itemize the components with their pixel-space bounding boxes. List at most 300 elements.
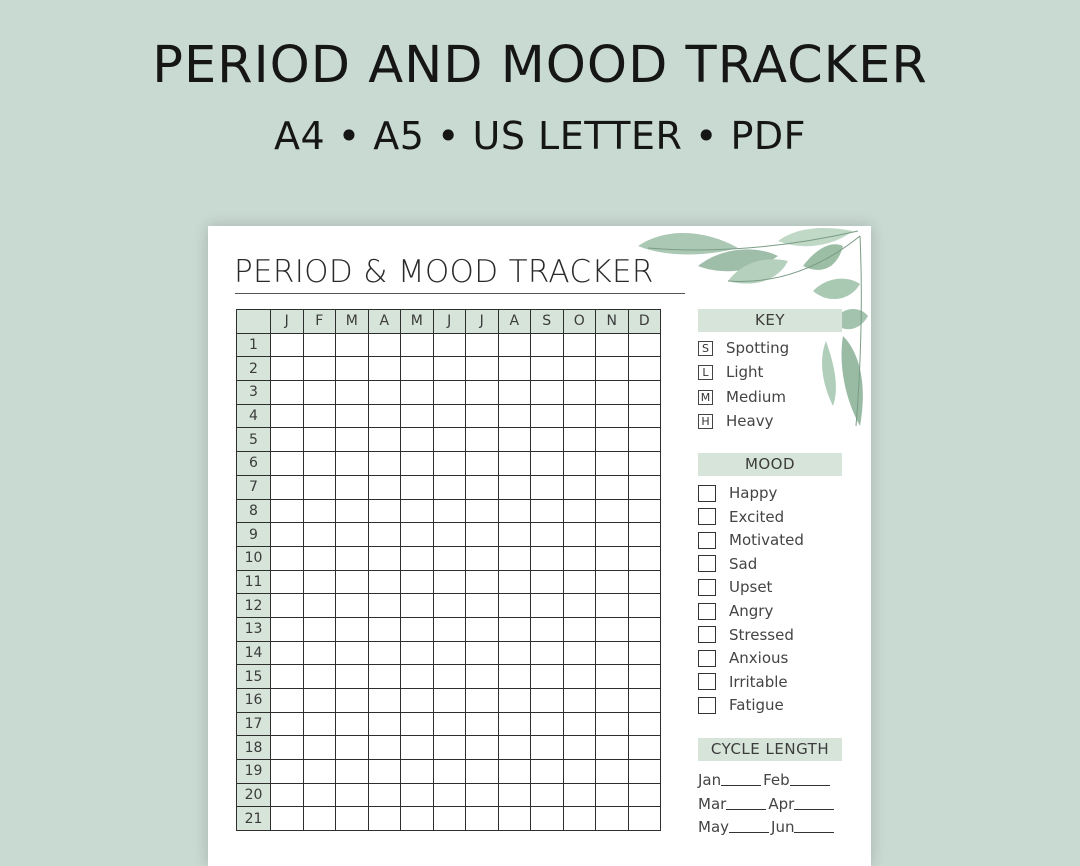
- tracker-cell[interactable]: [498, 546, 531, 570]
- tracker-cell[interactable]: [271, 475, 304, 499]
- tracker-cell[interactable]: [498, 475, 531, 499]
- tracker-cell[interactable]: [401, 546, 434, 570]
- tracker-cell[interactable]: [336, 523, 369, 547]
- tracker-cell[interactable]: [596, 357, 629, 381]
- day-row: [237, 428, 661, 452]
- tracker-cell[interactable]: [563, 712, 596, 736]
- tracker-cell[interactable]: [531, 499, 564, 523]
- tracker-cell[interactable]: [271, 760, 304, 784]
- tracker-cell[interactable]: [596, 760, 629, 784]
- tracker-cell[interactable]: [563, 665, 596, 689]
- tracker-cell[interactable]: [368, 333, 401, 357]
- tracker-cell[interactable]: [368, 760, 401, 784]
- tracker-cell[interactable]: [498, 404, 531, 428]
- tracker-cell[interactable]: [336, 641, 369, 665]
- tracker-cell[interactable]: [531, 404, 564, 428]
- tracker-cell[interactable]: [466, 783, 499, 807]
- tracker-cell[interactable]: [303, 689, 336, 713]
- tracker-cell[interactable]: [433, 689, 466, 713]
- tracker-cell[interactable]: [368, 783, 401, 807]
- tracker-cell[interactable]: [401, 783, 434, 807]
- tracker-cell[interactable]: [336, 665, 369, 689]
- tracker-cell[interactable]: [596, 665, 629, 689]
- cycle-write-line[interactable]: [729, 832, 769, 833]
- tracker-cell[interactable]: [596, 736, 629, 760]
- tracker-cell[interactable]: [466, 570, 499, 594]
- tracker-cell[interactable]: [401, 475, 434, 499]
- tracker-cell[interactable]: [303, 736, 336, 760]
- tracker-cell[interactable]: [336, 333, 369, 357]
- tracker-cell[interactable]: [466, 736, 499, 760]
- day-row: [237, 594, 661, 618]
- day-label: 1: [237, 333, 271, 357]
- tracker-cell[interactable]: [563, 452, 596, 476]
- tracker-cell[interactable]: [563, 333, 596, 357]
- tracker-cell[interactable]: [368, 807, 401, 831]
- tracker-cell[interactable]: [336, 807, 369, 831]
- tracker-cell[interactable]: [531, 333, 564, 357]
- tracker-cell[interactable]: [466, 333, 499, 357]
- tracker-cell[interactable]: [531, 783, 564, 807]
- tracker-cell[interactable]: [498, 760, 531, 784]
- tracker-cell[interactable]: [271, 428, 304, 452]
- tracker-cell[interactable]: [336, 712, 369, 736]
- day-row: [237, 475, 661, 499]
- tracker-cell[interactable]: [433, 807, 466, 831]
- day-row: [237, 333, 661, 357]
- tracker-cell[interactable]: [596, 570, 629, 594]
- tracker-cell[interactable]: [531, 546, 564, 570]
- tracker-cell[interactable]: [628, 428, 661, 452]
- day-label: 7: [237, 475, 271, 499]
- tracker-cell[interactable]: [466, 523, 499, 547]
- tracker-cell[interactable]: [401, 689, 434, 713]
- day-label: 21: [237, 807, 271, 831]
- tracker-cell[interactable]: [466, 641, 499, 665]
- tracker-cell[interactable]: [303, 665, 336, 689]
- tracker-cell[interactable]: [271, 404, 304, 428]
- tracker-cell[interactable]: [596, 475, 629, 499]
- tracker-cell[interactable]: [498, 807, 531, 831]
- tracker-cell[interactable]: [466, 404, 499, 428]
- tracker-cell[interactable]: [531, 452, 564, 476]
- tracker-cell[interactable]: [531, 712, 564, 736]
- tracker-cell[interactable]: [466, 499, 499, 523]
- tracker-cell[interactable]: [628, 736, 661, 760]
- mood-label: Angry: [729, 602, 774, 620]
- tracker-cell[interactable]: [303, 523, 336, 547]
- day-row: [237, 712, 661, 736]
- tracker-cell[interactable]: [531, 689, 564, 713]
- tracker-cell[interactable]: [336, 475, 369, 499]
- tracker-cell[interactable]: [596, 689, 629, 713]
- tracker-cell[interactable]: [531, 475, 564, 499]
- tracker-cell[interactable]: [336, 570, 369, 594]
- tracker-cell[interactable]: [433, 523, 466, 547]
- tracker-cell[interactable]: [628, 404, 661, 428]
- tracker-cell[interactable]: [466, 357, 499, 381]
- tracker-cell[interactable]: [303, 404, 336, 428]
- tracker-cell[interactable]: [271, 736, 304, 760]
- tracker-cell[interactable]: [628, 641, 661, 665]
- tracker-cell[interactable]: [401, 594, 434, 618]
- tracker-cell[interactable]: [531, 641, 564, 665]
- tracker-cell[interactable]: [563, 736, 596, 760]
- tracker-cell[interactable]: [498, 357, 531, 381]
- tracker-cell[interactable]: [498, 665, 531, 689]
- tracker-cell[interactable]: [271, 333, 304, 357]
- tracker-cell[interactable]: [433, 499, 466, 523]
- tracker-cell[interactable]: [336, 546, 369, 570]
- tracker-cell[interactable]: [433, 665, 466, 689]
- tracker-cell[interactable]: [401, 760, 434, 784]
- tracker-cell[interactable]: [401, 381, 434, 405]
- tracker-cell[interactable]: [368, 452, 401, 476]
- tracker-cell[interactable]: [336, 617, 369, 641]
- tracker-cell[interactable]: [401, 617, 434, 641]
- tracker-cell[interactable]: [596, 381, 629, 405]
- tracker-cell[interactable]: [563, 357, 596, 381]
- tracker-cell[interactable]: [336, 452, 369, 476]
- tracker-cell[interactable]: [368, 546, 401, 570]
- tracker-cell[interactable]: [401, 665, 434, 689]
- tracker-cell[interactable]: [433, 381, 466, 405]
- mood-checkbox[interactable]: [698, 603, 716, 620]
- day-label: 17: [237, 712, 271, 736]
- tracker-cell[interactable]: [531, 357, 564, 381]
- tracker-cell[interactable]: [498, 381, 531, 405]
- tracker-cell[interactable]: [628, 760, 661, 784]
- day-row: [237, 404, 661, 428]
- tracker-cell[interactable]: [531, 665, 564, 689]
- tracker-cell[interactable]: [498, 499, 531, 523]
- tracker-cell[interactable]: [563, 807, 596, 831]
- tracker-cell[interactable]: [271, 594, 304, 618]
- tracker-cell[interactable]: [466, 617, 499, 641]
- tracker-cell[interactable]: [433, 333, 466, 357]
- tracker-cell[interactable]: [271, 499, 304, 523]
- key-item: [698, 411, 773, 431]
- mood-checkbox[interactable]: [698, 555, 716, 572]
- tracker-cell[interactable]: [498, 736, 531, 760]
- tracker-cell[interactable]: [628, 499, 661, 523]
- tracker-cell[interactable]: [466, 760, 499, 784]
- tracker-cell[interactable]: [336, 594, 369, 618]
- tracker-cell[interactable]: [466, 475, 499, 499]
- tracker-cell[interactable]: [628, 712, 661, 736]
- key-label: Spotting: [726, 339, 790, 357]
- tracker-cell[interactable]: [336, 404, 369, 428]
- tracker-cell[interactable]: [368, 404, 401, 428]
- mood-checkbox[interactable]: [698, 532, 716, 549]
- tracker-cell[interactable]: [563, 617, 596, 641]
- tracker-cell[interactable]: [303, 783, 336, 807]
- cycle-write-line[interactable]: [726, 809, 766, 810]
- tracker-cell[interactable]: [498, 594, 531, 618]
- tracker-cell[interactable]: [563, 475, 596, 499]
- cycle-month-label: May: [698, 818, 730, 836]
- tracker-cell[interactable]: [401, 499, 434, 523]
- tracker-cell[interactable]: [401, 357, 434, 381]
- tracker-cell[interactable]: [271, 452, 304, 476]
- tracker-cell[interactable]: [596, 428, 629, 452]
- cycle-month-label: Feb: [763, 771, 790, 789]
- tracker-cell[interactable]: [563, 499, 596, 523]
- tracker-cell[interactable]: [563, 689, 596, 713]
- tracker-cell[interactable]: [271, 523, 304, 547]
- tracker-cell[interactable]: [563, 404, 596, 428]
- tracker-cell[interactable]: [336, 381, 369, 405]
- tracker-cell[interactable]: [303, 475, 336, 499]
- tracker-cell[interactable]: [368, 712, 401, 736]
- tracker-cell[interactable]: [628, 381, 661, 405]
- tracker-cell[interactable]: [596, 617, 629, 641]
- tracker-cell[interactable]: [531, 594, 564, 618]
- tracker-cell[interactable]: [271, 665, 304, 689]
- tracker-cell[interactable]: [303, 807, 336, 831]
- tracker-cell[interactable]: [628, 783, 661, 807]
- tracker-cell[interactable]: [433, 736, 466, 760]
- cycle-row: [698, 769, 830, 789]
- tracker-cell[interactable]: [563, 546, 596, 570]
- tracker-cell[interactable]: [596, 523, 629, 547]
- mood-label: Upset: [729, 578, 773, 597]
- tracker-cell[interactable]: [466, 381, 499, 405]
- tracker-cell[interactable]: [433, 452, 466, 476]
- tracker-cell[interactable]: [401, 428, 434, 452]
- tracker-cell[interactable]: [466, 689, 499, 713]
- tracker-cell[interactable]: [401, 333, 434, 357]
- tracker-cell[interactable]: [531, 523, 564, 547]
- tracker-cell[interactable]: [628, 570, 661, 594]
- tracker-cell[interactable]: [531, 760, 564, 784]
- tracker-cell[interactable]: [368, 499, 401, 523]
- tracker-cell[interactable]: [433, 546, 466, 570]
- tracker-cell[interactable]: [368, 428, 401, 452]
- tracker-cell[interactable]: [531, 428, 564, 452]
- mood-label: Happy: [729, 484, 778, 502]
- tracker-cell[interactable]: [401, 523, 434, 547]
- tracker-cell[interactable]: [596, 333, 629, 357]
- tracker-cell[interactable]: [531, 807, 564, 831]
- tracker-cell[interactable]: [303, 570, 336, 594]
- tracker-cell[interactable]: [498, 523, 531, 547]
- tracker-cell[interactable]: [563, 760, 596, 784]
- tracker-cell[interactable]: [531, 617, 564, 641]
- day-row: [237, 381, 661, 405]
- tracker-cell[interactable]: [433, 783, 466, 807]
- mood-item: [698, 483, 777, 503]
- tracker-cell[interactable]: [401, 404, 434, 428]
- tracker-cell[interactable]: [368, 594, 401, 618]
- tracker-cell[interactable]: [433, 357, 466, 381]
- tracker-cell[interactable]: [303, 594, 336, 618]
- day-row: [237, 570, 661, 594]
- tracker-cell[interactable]: [628, 333, 661, 357]
- tracker-cell[interactable]: [271, 357, 304, 381]
- tracker-cell[interactable]: [466, 428, 499, 452]
- tracker-cell[interactable]: [563, 523, 596, 547]
- cycle-write-line[interactable]: [721, 785, 761, 786]
- tracker-cell[interactable]: [498, 570, 531, 594]
- tracker-cell[interactable]: [271, 712, 304, 736]
- day-label: 16: [237, 689, 271, 713]
- tracker-cell[interactable]: [303, 381, 336, 405]
- tracker-cell[interactable]: [368, 357, 401, 381]
- tracker-cell[interactable]: [628, 357, 661, 381]
- tracker-cell[interactable]: [466, 594, 499, 618]
- tracker-cell[interactable]: [433, 475, 466, 499]
- tracker-cell[interactable]: [368, 475, 401, 499]
- tracker-cell[interactable]: [563, 428, 596, 452]
- tracker-cell[interactable]: [303, 617, 336, 641]
- tracker-cell[interactable]: [628, 546, 661, 570]
- tracker-cell[interactable]: [628, 523, 661, 547]
- tracker-cell[interactable]: [466, 452, 499, 476]
- tracker-cell[interactable]: [271, 689, 304, 713]
- tracker-cell[interactable]: [433, 641, 466, 665]
- tracker-cell[interactable]: [466, 546, 499, 570]
- tracker-cell[interactable]: [368, 617, 401, 641]
- mood-item: [698, 672, 788, 692]
- tracker-cell[interactable]: [433, 760, 466, 784]
- month-header: M: [401, 310, 434, 334]
- tracker-cell[interactable]: [433, 570, 466, 594]
- tracker-cell[interactable]: [303, 760, 336, 784]
- tracker-cell[interactable]: [303, 333, 336, 357]
- tracker-cell[interactable]: [368, 641, 401, 665]
- tracker-cell[interactable]: [336, 428, 369, 452]
- tracker-cell[interactable]: [628, 617, 661, 641]
- tracker-cell[interactable]: [498, 617, 531, 641]
- tracker-cell[interactable]: [433, 712, 466, 736]
- cycle-write-line[interactable]: [794, 809, 834, 810]
- tracker-cell[interactable]: [368, 736, 401, 760]
- tracker-cell[interactable]: [596, 452, 629, 476]
- tracker-cell[interactable]: [368, 570, 401, 594]
- cycle-write-line[interactable]: [794, 832, 834, 833]
- tracker-cell[interactable]: [336, 736, 369, 760]
- mood-checkbox[interactable]: [698, 650, 716, 667]
- tracker-cell[interactable]: [628, 594, 661, 618]
- mood-checkbox[interactable]: [698, 485, 716, 502]
- tracker-cell[interactable]: [303, 499, 336, 523]
- tracker-cell[interactable]: [303, 357, 336, 381]
- day-label: 9: [237, 523, 271, 547]
- day-label: 2: [237, 357, 271, 381]
- tracker-cell[interactable]: [563, 641, 596, 665]
- tracker-cell[interactable]: [368, 665, 401, 689]
- tracker-cell[interactable]: [498, 712, 531, 736]
- tracker-cell[interactable]: [303, 641, 336, 665]
- mood-item: [698, 695, 784, 715]
- tracker-cell[interactable]: [271, 807, 304, 831]
- tracker-cell[interactable]: [368, 381, 401, 405]
- tracker-cell[interactable]: [628, 689, 661, 713]
- tracker-cell[interactable]: [498, 641, 531, 665]
- tracker-cell[interactable]: [336, 783, 369, 807]
- tracker-cell[interactable]: [498, 783, 531, 807]
- tracker-cell[interactable]: [498, 452, 531, 476]
- tracker-cell[interactable]: [336, 357, 369, 381]
- tracker-cell[interactable]: [596, 712, 629, 736]
- tracker-cell[interactable]: [303, 452, 336, 476]
- tracker-cell[interactable]: [498, 428, 531, 452]
- mood-checkbox[interactable]: [698, 626, 716, 643]
- day-row: [237, 689, 661, 713]
- tracker-cell[interactable]: [336, 499, 369, 523]
- tracker-cell[interactable]: [401, 807, 434, 831]
- tracker-cell[interactable]: [466, 807, 499, 831]
- tracker-cell[interactable]: [368, 689, 401, 713]
- cycle-write-line[interactable]: [790, 785, 830, 786]
- tracker-cell[interactable]: [271, 381, 304, 405]
- tracker-cell[interactable]: [433, 404, 466, 428]
- tracker-cell[interactable]: [628, 452, 661, 476]
- tracker-cell[interactable]: [336, 689, 369, 713]
- tracker-cell[interactable]: [596, 641, 629, 665]
- tracker-cell[interactable]: [596, 594, 629, 618]
- tracker-cell[interactable]: [336, 760, 369, 784]
- tracker-cell[interactable]: [531, 736, 564, 760]
- key-code-box: L: [698, 365, 713, 380]
- tracker-cell[interactable]: [271, 570, 304, 594]
- tracker-cell[interactable]: [563, 381, 596, 405]
- tracker-cell[interactable]: [401, 736, 434, 760]
- tracker-cell[interactable]: [401, 712, 434, 736]
- tracker-cell[interactable]: [303, 712, 336, 736]
- tracker-cell[interactable]: [303, 546, 336, 570]
- tracker-cell[interactable]: [466, 712, 499, 736]
- tracker-cell[interactable]: [596, 807, 629, 831]
- tracker-cell[interactable]: [401, 641, 434, 665]
- tracker-cell[interactable]: [498, 689, 531, 713]
- tracker-cell[interactable]: [628, 475, 661, 499]
- tracker-cell[interactable]: [271, 641, 304, 665]
- key-label: Medium: [726, 388, 786, 406]
- tracker-cell[interactable]: [628, 665, 661, 689]
- tracker-cell[interactable]: [531, 570, 564, 594]
- tracker-cell[interactable]: [401, 452, 434, 476]
- tracker-cell[interactable]: [498, 333, 531, 357]
- mood-checkbox[interactable]: [698, 579, 716, 596]
- mood-checkbox[interactable]: [698, 697, 716, 714]
- tracker-cell[interactable]: [401, 570, 434, 594]
- tracker-cell[interactable]: [563, 594, 596, 618]
- tracker-cell[interactable]: [628, 807, 661, 831]
- tracker-cell[interactable]: [596, 783, 629, 807]
- tracker-cell[interactable]: [596, 546, 629, 570]
- tracker-cell[interactable]: [563, 783, 596, 807]
- tracker-cell[interactable]: [596, 404, 629, 428]
- tracker-cell[interactable]: [531, 381, 564, 405]
- mood-checkbox[interactable]: [698, 508, 716, 525]
- tracker-cell[interactable]: [303, 428, 336, 452]
- tracker-cell[interactable]: [433, 617, 466, 641]
- mood-checkbox[interactable]: [698, 673, 716, 690]
- tracker-cell[interactable]: [433, 594, 466, 618]
- tracker-cell[interactable]: [368, 523, 401, 547]
- mood-label: Motivated: [729, 531, 804, 550]
- tracker-cell[interactable]: [433, 428, 466, 452]
- tracker-cell[interactable]: [596, 499, 629, 523]
- tracker-cell[interactable]: [271, 546, 304, 570]
- tracker-cell[interactable]: [271, 783, 304, 807]
- tracker-cell[interactable]: [466, 665, 499, 689]
- tracker-cell[interactable]: [563, 570, 596, 594]
- tracker-cell[interactable]: [271, 617, 304, 641]
- month-header: J: [433, 310, 466, 334]
